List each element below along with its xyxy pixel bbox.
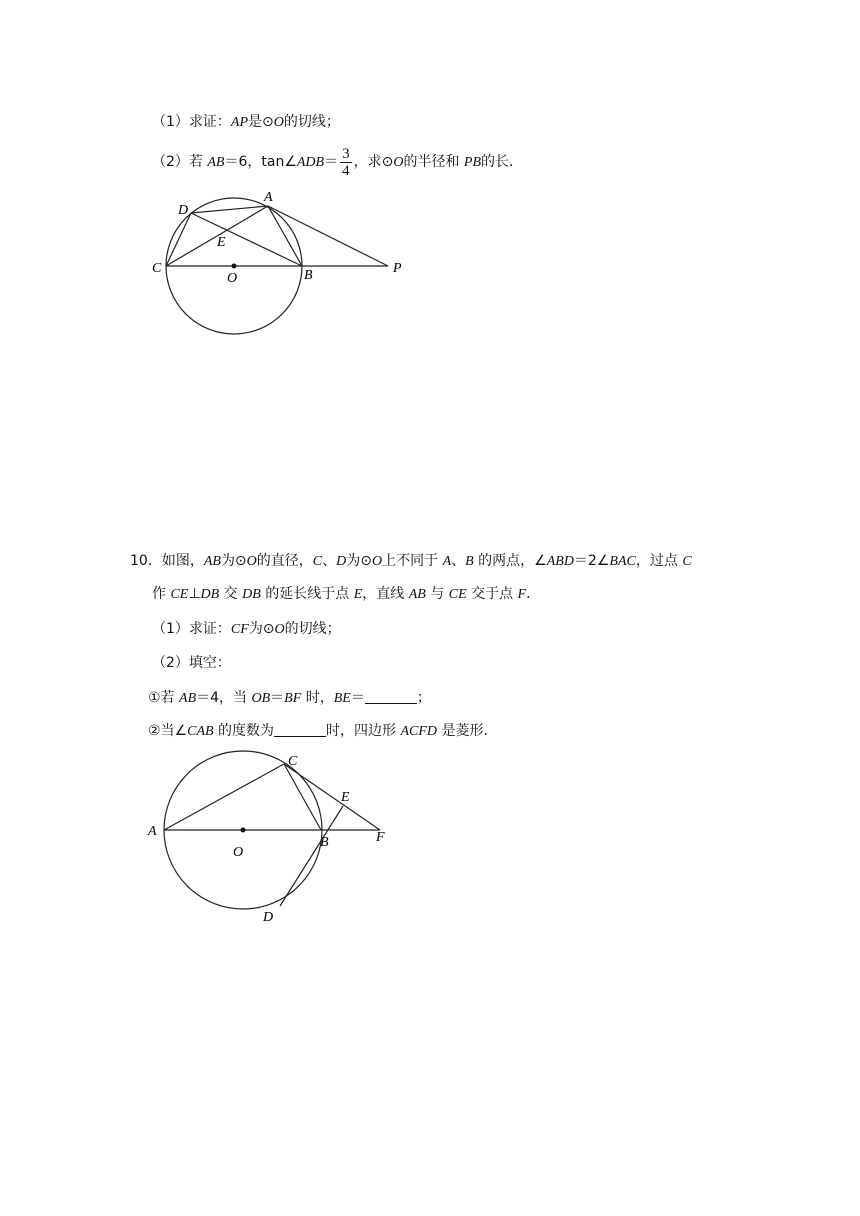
q9-part2-b: ＝ [324,154,339,170]
q10-l1-v4: D [336,554,347,569]
q10-l1-b: 为⊙ [220,553,247,569]
q10-l2-v7: F [517,587,527,602]
q10-label-f: F [376,830,385,845]
q9-part2-c: ，求⊙ [353,154,394,170]
q9-part1-v2: O [273,115,284,130]
q10-item2 [148,721,497,742]
q10-label-a: A [148,824,157,839]
q10-l1-e: 为⊙ [346,553,372,569]
q10-l2-d: 的延长线于点 [260,586,354,602]
q10-i2-d: 是菱形． [437,723,498,739]
q10-item1 [148,688,431,709]
q10-line-cb [284,764,321,830]
q10-l2-v2: DB [200,587,220,602]
answer-blank-1[interactable] [365,689,417,704]
q10-label-o: O [233,845,244,860]
q10-part1-v1: CF [230,622,249,637]
q10-i2-a: ②当∠ [148,723,188,739]
q10-l2-v4: E [353,587,363,602]
q9-geometry-figure [0,0,860,360]
q10-l2-a: 作 [152,586,171,602]
q9-part2-pre: （2）若 [152,154,208,170]
q10-l1-a: 如图， [161,553,204,569]
fraction-denominator: 4 [342,162,350,179]
q9-label-e: E [217,235,226,250]
q10-l1-v6: A [442,554,452,569]
q9-part2-d: 的半径和 [403,154,464,170]
q10-part1-pre: （1）求证： [152,621,231,637]
q9-part2-v4: PB [463,155,482,170]
q9-center-dot [232,264,237,269]
q10-l2-v6: CE [448,587,467,602]
q9-part2-e: 的长． [481,154,524,170]
q9-label-c: C [152,261,162,276]
q10-l1-f: 上不同于 [382,553,443,569]
q10-l1-v8: ABD [546,554,574,569]
q10-i1-b: ＝4，当 [196,690,252,706]
q10-l2-v5: AB [408,587,426,602]
q9-part2-a: ＝6，tan∠ [224,154,297,170]
q9-line-ap [268,206,388,266]
q10-label-b: B [320,835,329,850]
q10-i1-v2: OB [251,691,271,706]
answer-blank-2[interactable] [274,722,326,737]
q10-l1-v2: O [246,554,257,569]
q10-l2-b: ⊥ [188,586,201,602]
q10-i1-f: ； [416,690,431,706]
fraction-numerator: 3 [342,145,350,162]
q10-l1-v7: B [465,554,474,569]
q9-part1-mid: 是⊙ [248,114,274,130]
q10-l2-c: 交 [219,586,243,602]
q9-part1-pre: （1）求证： [152,114,231,130]
q10-l1-v5: O [372,554,383,569]
q10-line2 [152,584,540,605]
q10-i1-e: ＝ [350,690,365,706]
q10-l1-g: 、 [451,553,466,569]
q10-l2-e: ，直线 [362,586,409,602]
q10-line-ac [164,764,284,830]
q9-part2-v3: O [393,155,404,170]
q10-label-d: D [263,910,274,925]
q10-l1-h: 的两点，∠ [473,553,547,569]
q10-i1-v1: AB [179,691,197,706]
q10-l1-v3: C [312,554,323,569]
q10-line-cf [284,764,380,830]
q10-part1-mid: 为⊙ [248,621,275,637]
q10-l2-v3: DB [242,587,261,602]
q10-line-de [280,806,343,906]
q9-label-o: O [227,271,238,286]
q10-l2-v1: CE [170,587,189,602]
q10-l1-d: 、 [322,553,337,569]
q10-i1-c: ＝ [270,690,285,706]
q10-part1-post: 的切线； [284,621,341,637]
q10-geometry-figure [0,740,860,980]
q10-part1-v2: O [274,622,285,637]
q10-i1-v3: BF [284,691,302,706]
q10-i1-d: 时， [301,690,334,706]
q10-l1-v1: AB [203,554,221,569]
q9-part2-v1: AB [207,155,225,170]
q10-part1 [152,619,341,640]
q10-l1-v9: BAC [609,554,636,569]
q9-line-da [191,206,268,213]
q10-i2-v2: ACFD [400,724,438,739]
q10-label-e: E [341,790,350,805]
q9-label-b: B [304,268,313,283]
q9-label-p: P [393,261,402,276]
q10-number: 10． [130,553,162,569]
q10-line1 [130,551,692,572]
q10-i2-b: 的度数为 [213,723,275,739]
q10-part2: （2）填空： [152,655,231,671]
q10-l1-v10: C [682,554,692,569]
q9-label-d: D [178,203,189,218]
q9-part1-post: 的切线； [283,114,340,130]
q10-i1-v4: BE [333,691,351,706]
q10-l2-f: 与 [425,586,449,602]
q10-l1-c: 的直径， [256,553,313,569]
q10-l1-i: ＝2∠ [573,553,610,569]
q10-i2-c: 时，四边形 [326,723,401,739]
q10-i1-a: ①若 [148,690,180,706]
q10-i2-v1: CAB [187,724,214,739]
q10-l2-h: ． [526,586,541,602]
q9-part2-v2: ADB [296,155,325,170]
q9-part1-v1: AP [230,115,249,130]
q10-l2-g: 交于点 [466,586,518,602]
q9-label-a: A [264,190,273,205]
q10-label-c: C [288,754,298,769]
q10-l1-j: ，过点 [635,553,683,569]
q10-center-dot [241,828,246,833]
